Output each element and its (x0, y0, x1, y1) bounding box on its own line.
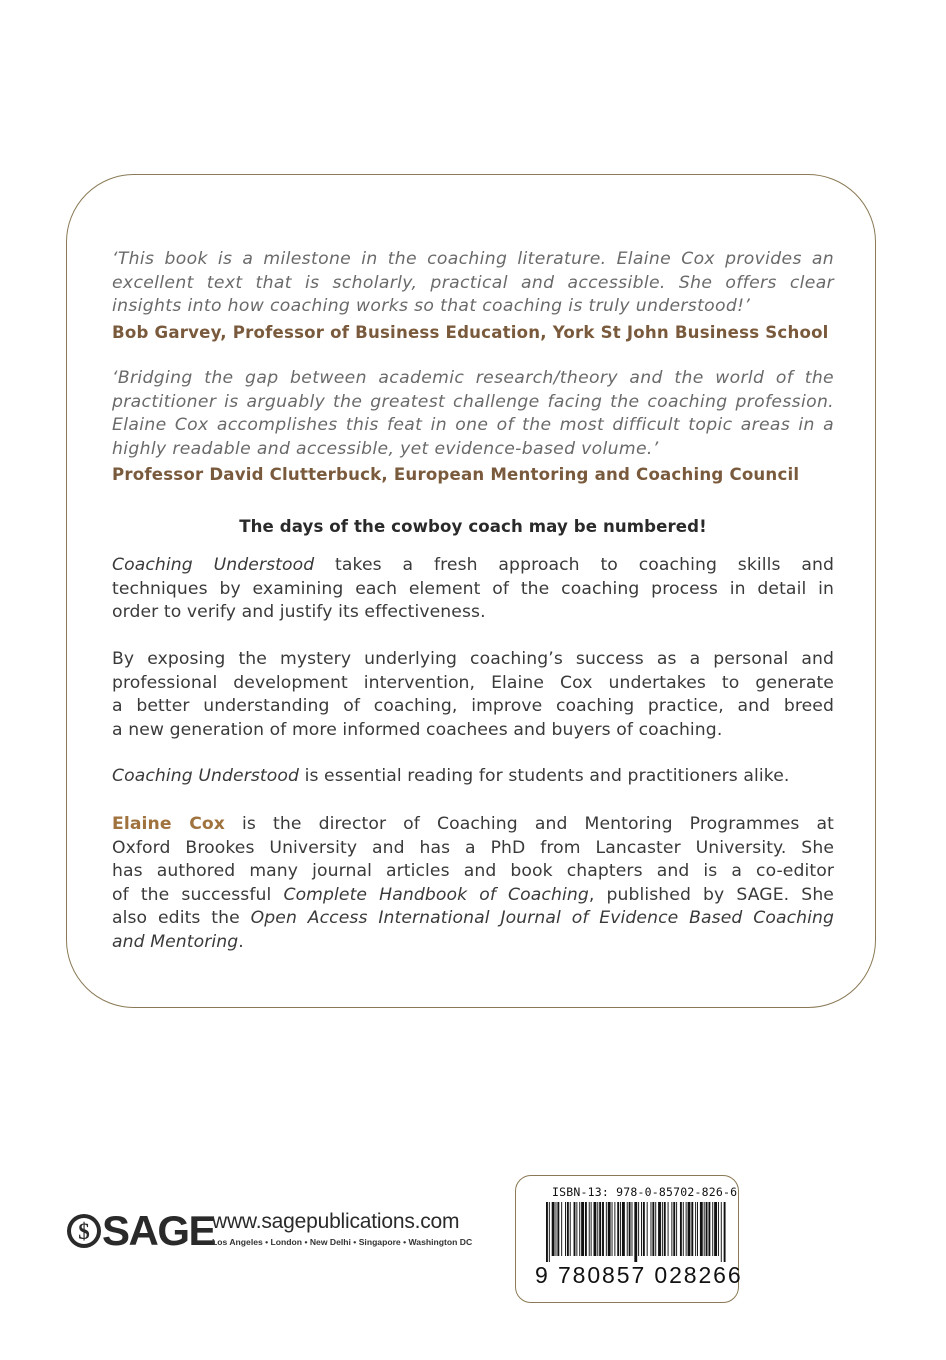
review-attribution-1: Bob Garvey, Professor of Business Education, York St John Business School (112, 323, 829, 342)
author-bio: Elaine Cox is the director of Coaching and Mentoring Programmes at Oxford Brookes University and has a PhD from Lancaster University. She has authored many journal articles and book chapters and is a co-editor of the successful Complete Handbook of Coaching, published by SAGE. She also edits the Open Access International Journal of Evidence Based Coaching and Mentoring. (112, 814, 835, 952)
barcode-bar (638, 1202, 639, 1256)
publisher-logo (66, 1207, 496, 1254)
barcode-bar (620, 1202, 621, 1256)
quote-line: practitioner is arguably the greatest challenge facing the coaching profession. (112, 391, 834, 412)
review-quote-1 (112, 248, 834, 319)
barcode-bar (549, 1202, 550, 1262)
barcode-bar (579, 1202, 580, 1256)
barcode-bar (594, 1202, 597, 1256)
author-name: Elaine Cox (112, 814, 225, 834)
barcode-bar (546, 1202, 548, 1262)
barcode-bar (589, 1202, 590, 1256)
barcode-bar (655, 1202, 656, 1256)
barcode-bar (552, 1202, 555, 1256)
publisher-url[interactable]: www.sagepublications.com (212, 1210, 460, 1233)
barcode-bar (647, 1202, 648, 1256)
svg-text:$: $ (78, 1219, 90, 1244)
quote-line: Elaine Cox accomplishes this feat in one of the most difficult topic areas in a (112, 415, 834, 436)
barcode-bar (680, 1202, 682, 1256)
barcode-bar (591, 1202, 592, 1256)
barcode-bar (714, 1202, 717, 1256)
barcode-bar (632, 1202, 633, 1256)
barcode-bar (658, 1202, 661, 1256)
barcode-bar (691, 1202, 693, 1256)
barcode-bar (627, 1202, 628, 1256)
book-title: Coaching Understood (112, 555, 315, 575)
barcode-bar (585, 1202, 587, 1256)
quote-line: insights into how coaching works so that coaching is truly understood!’ (112, 296, 751, 317)
barcode-bar (700, 1202, 703, 1256)
barcode-bar (574, 1202, 576, 1256)
barcode-bar (576, 1202, 577, 1256)
barcode-bar (602, 1202, 604, 1256)
sage-emblem-icon (66, 1212, 102, 1250)
barcode-bar (686, 1202, 687, 1256)
barcode-bar (668, 1202, 669, 1256)
barcode-bar (706, 1202, 708, 1256)
barcode-bar (695, 1202, 696, 1256)
barcode-bar (651, 1202, 652, 1256)
barcode-bar (673, 1202, 675, 1256)
barcode-bar (652, 1202, 654, 1256)
barcode-bar (697, 1202, 698, 1256)
barcode-bar (556, 1202, 557, 1256)
barcode-bar (634, 1202, 637, 1262)
barcode-bar (614, 1202, 615, 1256)
review-attribution-2: Professor David Clutterbuck, European Mentoring and Coaching Council (112, 465, 800, 484)
barcode-bar (561, 1202, 562, 1256)
quote-line: ‘This book is a milestone in the coaching literature. Elaine Cox provides an (112, 249, 834, 269)
barcode-bar (724, 1202, 726, 1262)
barcode-bar (641, 1202, 642, 1256)
tagline: The days of the cowboy coach may be numbered! (239, 517, 707, 536)
barcode-bar (643, 1202, 645, 1256)
barcode-bar (570, 1202, 571, 1256)
barcode-bar (662, 1202, 663, 1256)
barcode-bar (704, 1202, 705, 1256)
quote-line: highly readable and accessible, yet evidence-based volume.’ (112, 438, 659, 459)
barcode-bar (708, 1202, 710, 1256)
sage-wordmark: SAGE (102, 1207, 216, 1254)
blurb-paragraph-2: By exposing the mystery underlying coaching’s success as a personal and professional development intervention, Elaine Cox undertakes to generate a better understanding of coaching, improve coaching practice, and breed a new generation of more informed coachees and buyers of coaching. (112, 649, 834, 740)
barcode-bar (606, 1202, 607, 1256)
barcode-icon (544, 1202, 728, 1262)
barcode-bar (567, 1202, 569, 1256)
blurb-paragraph-1: Coaching Understood takes a fresh approach to coaching skills and techniques by examining each element of the coaching process in detail in order to verify and justify its effectiveness. (112, 555, 834, 623)
barcode-bar (629, 1202, 631, 1256)
review-quote-2 (112, 367, 834, 461)
barcode-bar (557, 1202, 559, 1256)
quote-line: ‘Bridging the gap between academic research/theory and the world of the (112, 368, 834, 388)
barcode-bar (599, 1202, 601, 1256)
barcode-bar (676, 1202, 677, 1256)
barcode-bar (712, 1202, 713, 1256)
barcode-bar (597, 1202, 598, 1256)
book-title: Coaching Understood (112, 766, 299, 786)
blurb-paragraph-3: Coaching Understood is essential reading for students and practitioners alike. (112, 766, 790, 786)
barcode-bar (581, 1202, 584, 1256)
barcode-bar (617, 1202, 619, 1256)
quote-line: excellent text that is scholarly, practical and accessible. She offers clear (112, 272, 834, 293)
barcode-bar (664, 1202, 666, 1256)
barcode-digits: 9 780857 028266 (535, 1262, 743, 1288)
barcode-bar (721, 1202, 722, 1262)
publisher-cities: Los Angeles • London • New Delhi • Singapore • Washington DC (212, 1237, 473, 1247)
barcode-bar (688, 1202, 691, 1256)
barcode-bar (565, 1202, 566, 1256)
barcode-bar (718, 1202, 719, 1256)
isbn-label: ISBN-13: 978-0-85702-826-6 (552, 1185, 738, 1199)
barcode-bar (608, 1202, 611, 1256)
barcode-bar (622, 1202, 625, 1256)
barcode-bar (671, 1202, 672, 1256)
barcode-bar (612, 1202, 613, 1256)
barcode-bar (683, 1202, 684, 1256)
